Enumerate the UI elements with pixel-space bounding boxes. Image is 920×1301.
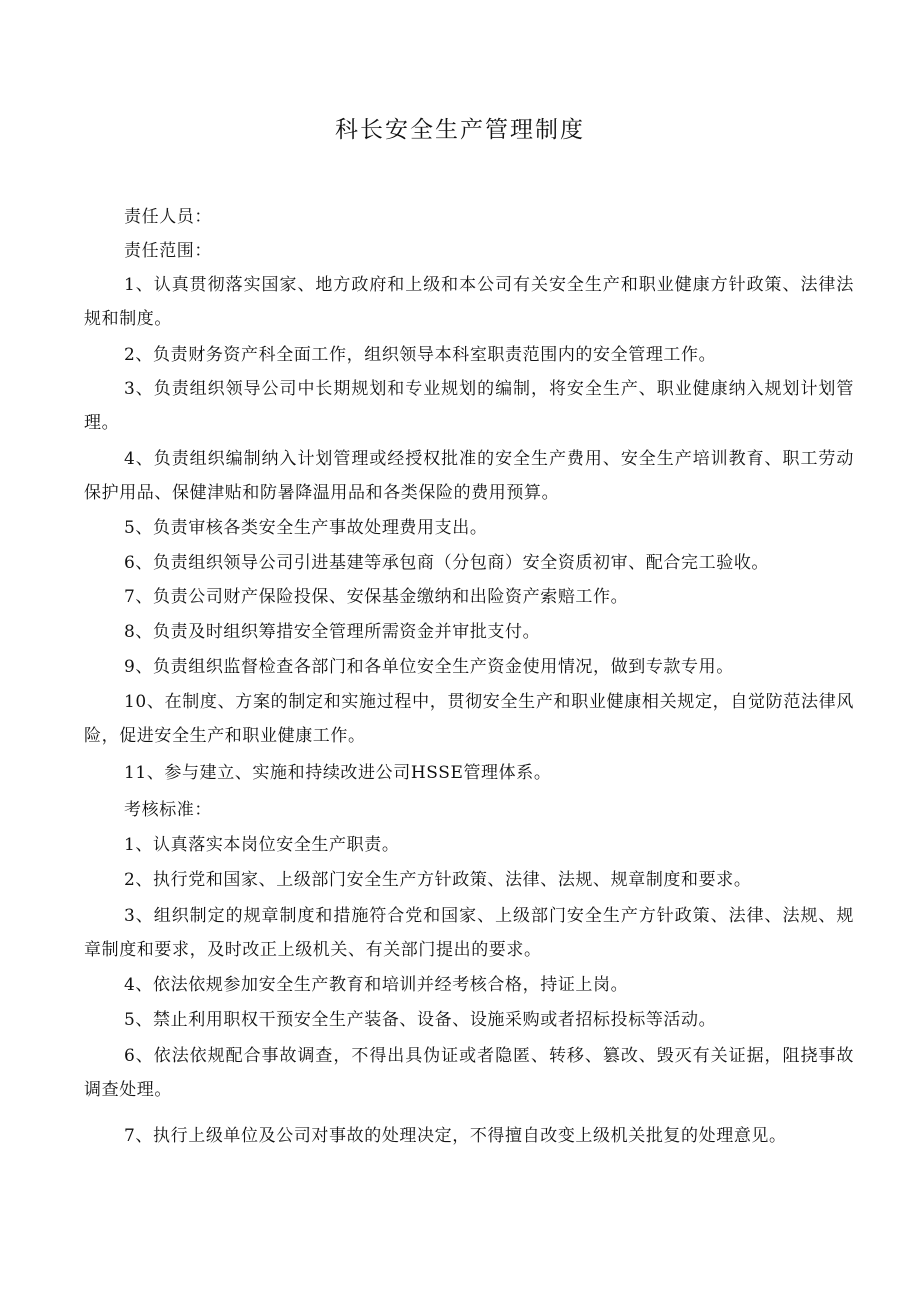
scope-item-6: 6、负责组织领导公司引进基建等承包商（分包商）安全资质初审、配合完工验收。: [124, 553, 770, 573]
criteria-item-2: 2、执行党和国家、上级部门安全生产方针政策、法律、法规、规章制度和要求。: [124, 870, 752, 890]
criteria-item-4: 4、依法依规参加安全生产教育和培训并经考核合格，持证上岗。: [124, 975, 629, 995]
scope-item-3: 3、负责组织领导公司中长期规划和专业规划的编制，将安全生产、职业健康纳入规划计划管理。: [84, 379, 854, 433]
scope-item-10: 10、在制度、方案的制定和实施过程中，贯彻安全生产和职业健康相关规定，自觉防范法律风险，促进安全生产和职业健康工作。: [84, 692, 854, 746]
document-title: 科长安全生产管理制度: [335, 117, 585, 143]
scope-item-11: 11、参与建立、实施和持续改进公司HSSE管理体系。: [124, 763, 552, 783]
scope-item-1: 1、认真贯彻落实国家、地方政府和上级和本公司有关安全生产和职业健康方针政策、法律法规和制度。: [84, 275, 854, 329]
scope-item-8: 8、负责及时组织筹措安全管理所需资金并审批支付。: [124, 622, 541, 642]
responsibility-scope-label: 责任范围：: [124, 241, 212, 261]
scope-item-2: 2、负责财务资产科全面工作，组织领导本科室职责范围内的安全管理工作。: [124, 345, 717, 365]
scope-item-5: 5、负责审核各类安全生产事故处理费用支出。: [124, 518, 488, 538]
criteria-item-7: 7、执行上级单位及公司对事故的处理决定，不得擅自改变上级机关批复的处理意见。: [124, 1126, 787, 1146]
criteria-item-3: 3、组织制定的规章制度和措施符合党和国家、上级部门安全生产方针政策、法律、法规、规章制度和要求，及时改正上级机关、有关部门提出的要求。: [84, 906, 854, 960]
responsible-person-label: 责任人员：: [124, 207, 212, 227]
criteria-item-5: 5、禁止利用职权干预安全生产装备、设备、设施采购或者招标投标等活动。: [124, 1010, 717, 1030]
scope-item-7: 7、负责公司财产保险投保、安保基金缴纳和出险资产索赔工作。: [124, 587, 629, 607]
criteria-item-6: 6、依法依规配合事故调查，不得出具伪证或者隐匿、转移、篡改、毁灭有关证据，阻挠事故调查处理。: [84, 1046, 854, 1100]
scope-item-9: 9、负责组织监督检查各部门和各单位安全生产资金使用情况，做到专款专用。: [124, 657, 734, 677]
assessment-criteria-label: 考核标准：: [124, 800, 212, 820]
criteria-item-1: 1、认真落实本岗位安全生产职责。: [124, 835, 400, 855]
scope-item-4: 4、负责组织编制纳入计划管理或经授权批准的安全生产费用、安全生产培训教育、职工劳动保护用品、保健津贴和防暑降温用品和各类保险的费用预算。: [84, 449, 854, 503]
